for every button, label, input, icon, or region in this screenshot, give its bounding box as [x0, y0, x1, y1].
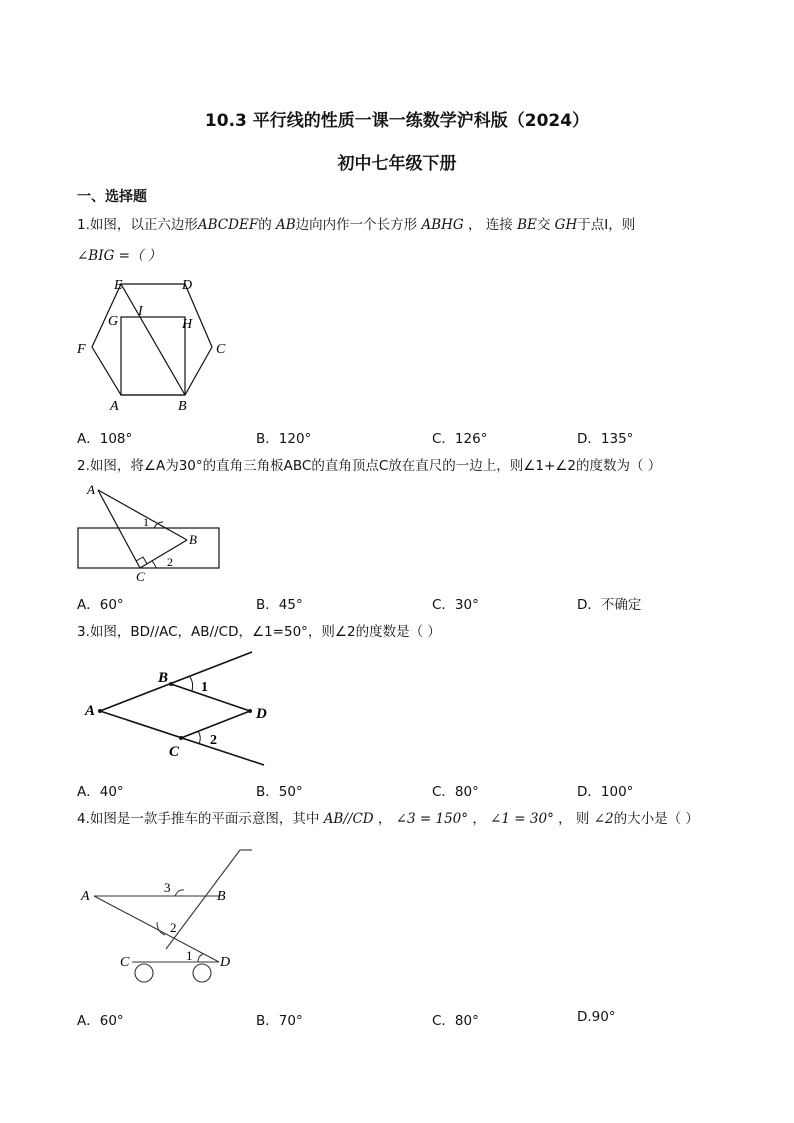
- q1-math: AB: [275, 217, 296, 233]
- label-a: A: [110, 399, 119, 414]
- q1-option-a: A．108°: [77, 431, 133, 447]
- label-b: B: [158, 670, 169, 686]
- angle-1-arc: [190, 677, 193, 691]
- handle-line: [166, 850, 240, 949]
- question-4-text: [77, 809, 699, 829]
- point-a: [98, 709, 102, 713]
- q3-option-a: A．40°: [77, 784, 124, 800]
- angle-2-arc: [198, 731, 200, 744]
- q1-math: ABHG: [421, 217, 464, 233]
- q1-text-part: 1.如图，以正六边形: [77, 217, 198, 233]
- figure-hexagon: [70, 272, 240, 422]
- q4-option-c: C．80°: [432, 1013, 479, 1029]
- figure-parallelogram: [78, 648, 278, 776]
- label-b: B: [189, 532, 197, 547]
- q1-text-part: 边向内作一个长方形: [295, 217, 418, 233]
- segment-bd: [171, 684, 250, 711]
- label-angle-2: 2: [167, 555, 173, 569]
- q4-option-b: B．70°: [256, 1013, 303, 1029]
- q4-text-part: 4.如图是一款手推车的平面示意图，其中: [77, 811, 320, 827]
- ruler-rect: [78, 528, 219, 568]
- label-d: D: [256, 706, 267, 722]
- q2-option-b: B．45°: [256, 597, 303, 613]
- q2-option-d: D．不确定: [577, 597, 642, 613]
- label-angle-3: 3: [164, 880, 171, 895]
- label-angle-1: 1: [143, 515, 149, 529]
- label-e: E: [114, 278, 123, 293]
- label-f: F: [77, 342, 86, 357]
- q4-text-part: ，: [377, 811, 392, 827]
- question-1-text: [77, 215, 635, 235]
- label-i: I: [138, 304, 143, 319]
- label-a: A: [87, 482, 95, 497]
- point-d: [248, 709, 252, 713]
- segment-ad: [94, 896, 219, 962]
- wheel-left: [135, 964, 153, 982]
- q4-math: ∠2: [593, 811, 614, 827]
- q2-option-a: A．60°: [77, 597, 124, 613]
- point-b: [169, 682, 173, 686]
- page-subtitle: 初中七年级下册: [337, 154, 457, 174]
- question-3-text: 3.如图，BD//AC，AB//CD，∠1=50°，则∠2的度数是（ ）: [77, 624, 441, 640]
- q3-option-d: D．100°: [577, 784, 634, 800]
- q4-text-part: 的大小是（ ）: [613, 811, 699, 827]
- q1-math: BE: [517, 217, 537, 233]
- label-c: C: [169, 744, 180, 760]
- q1-option-b: B．120°: [256, 431, 312, 447]
- page-title: 10.3 平行线的性质一课一练数学沪科版（2024）: [204, 111, 590, 131]
- q3-option-c: C．80°: [432, 784, 479, 800]
- q1-math: ABCDEF: [197, 217, 259, 233]
- label-g: G: [108, 314, 119, 329]
- point-c: [179, 736, 183, 740]
- angle-1-arc: [198, 954, 203, 962]
- q4-option-a: A．60°: [77, 1013, 124, 1029]
- section-heading: 一、选择题: [77, 189, 147, 205]
- q1-option-d: D．135°: [577, 431, 634, 447]
- label-angle-2: 2: [170, 920, 177, 935]
- q1-text-part: 交: [536, 217, 551, 233]
- q4-math: ∠3 = 150°: [395, 811, 469, 827]
- q4-math: ∠1 = 30°: [490, 811, 554, 827]
- angle-2-arc: [152, 561, 156, 568]
- hexagon-shape: [92, 284, 212, 395]
- label-c: C: [120, 955, 130, 970]
- label-angle-1: 1: [186, 948, 193, 963]
- angle-3-arc: [175, 890, 184, 896]
- q4-text-part: ，: [472, 811, 486, 827]
- q1-text-part: ， 连接: [467, 217, 513, 233]
- label-b: B: [178, 399, 187, 414]
- q2-option-c: C．30°: [432, 597, 479, 613]
- q4-text-part: ， 则: [558, 811, 590, 827]
- q1-option-c: C．126°: [432, 431, 488, 447]
- question-2-text: 2.如图，将∠A为30°的直角三角板ABC的直角顶点C放在直尺的一边上，则∠1+∠2的度数为（ ）: [77, 458, 662, 474]
- line-ab-extended: [100, 652, 252, 711]
- label-c: C: [136, 569, 145, 584]
- segment-be: [121, 284, 185, 395]
- figure-triangle-ruler: [70, 478, 230, 588]
- rectangle-abhg: [121, 317, 185, 395]
- q1-text-part: 的: [258, 217, 272, 233]
- q4-option-d: D.90°: [577, 1009, 616, 1025]
- q4-math: AB//CD: [323, 811, 374, 827]
- label-h: H: [182, 317, 193, 332]
- question-1-line2: ∠BIG =（ ）: [77, 248, 162, 264]
- label-a: A: [81, 889, 90, 904]
- q1-text-part: 于点I，则: [577, 217, 636, 233]
- q1-math: GH: [554, 217, 578, 233]
- q3-option-b: B．50°: [256, 784, 303, 800]
- label-d: D: [182, 278, 193, 293]
- label-c: C: [216, 342, 226, 357]
- label-d: D: [220, 955, 231, 970]
- label-a: A: [85, 703, 96, 719]
- label-angle-2: 2: [210, 733, 217, 748]
- wheel-right: [193, 964, 211, 982]
- figure-handcart: [74, 842, 259, 997]
- label-angle-1: 1: [201, 680, 208, 695]
- label-b: B: [217, 889, 226, 904]
